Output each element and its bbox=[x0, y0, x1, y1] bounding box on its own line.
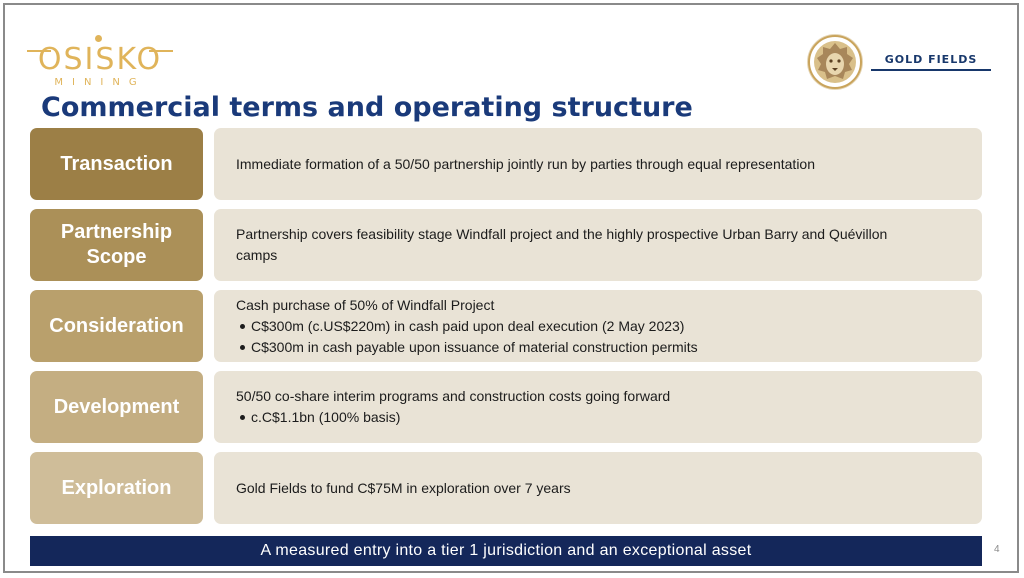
label-partnership-scope: Partnership Scope bbox=[30, 209, 203, 281]
logo-sub: MINING bbox=[54, 77, 146, 88]
page-title: Commercial terms and operating structure bbox=[41, 92, 693, 123]
gold-fields-wordmark: GOLD FIELDS bbox=[884, 53, 978, 66]
label-exploration: Exploration bbox=[30, 452, 203, 524]
footer-banner: A measured entry into a tier 1 jurisdiction and an exceptional asset bbox=[30, 536, 982, 566]
row-transaction bbox=[30, 128, 982, 200]
page-number: 4 bbox=[994, 544, 1000, 555]
label-development: Development bbox=[30, 371, 203, 443]
row-intro: Cash purchase of 50% of Windfall Project bbox=[236, 296, 495, 313]
osisko-mining-logo bbox=[25, 35, 175, 90]
content-exploration bbox=[214, 452, 982, 524]
label-transaction: Transaction bbox=[30, 128, 203, 200]
bullet-item: C$300m in cash payable upon issuance of material construction permits bbox=[236, 337, 982, 358]
row-partnership-scope bbox=[30, 209, 982, 281]
row-consideration bbox=[30, 290, 982, 362]
gold-fields-logo bbox=[871, 52, 991, 72]
content-consideration bbox=[214, 290, 982, 362]
logo-dot bbox=[95, 35, 102, 42]
bullet-list bbox=[236, 316, 982, 358]
row-text: Gold Fields to fund C$75M in exploration over 7 years bbox=[236, 479, 571, 496]
bullet-item: C$300m (c.US$220m) in cash paid upon deal execution (2 May 2023) bbox=[236, 316, 982, 337]
label-consideration: Consideration bbox=[30, 290, 203, 362]
content-transaction bbox=[214, 128, 982, 200]
content-development bbox=[214, 371, 982, 443]
row-development bbox=[30, 371, 982, 443]
row-exploration bbox=[30, 452, 982, 524]
row-text: Partnership covers feasibility stage Windfall project and the highly prospective Urban Barry and Quévillon camps bbox=[236, 226, 888, 263]
row-text: Immediate formation of a 50/50 partnership jointly run by parties through equal representation bbox=[236, 155, 816, 172]
bullet-list bbox=[236, 407, 982, 428]
row-intro: 50/50 co-share interim programs and construction costs going forward bbox=[236, 388, 671, 404]
lion-head-icon bbox=[808, 35, 862, 89]
logo-word: OSISKO bbox=[37, 42, 163, 77]
content-partnership-scope bbox=[214, 209, 982, 281]
bullet-item: c.C$1.1bn (100% basis) bbox=[236, 407, 982, 428]
